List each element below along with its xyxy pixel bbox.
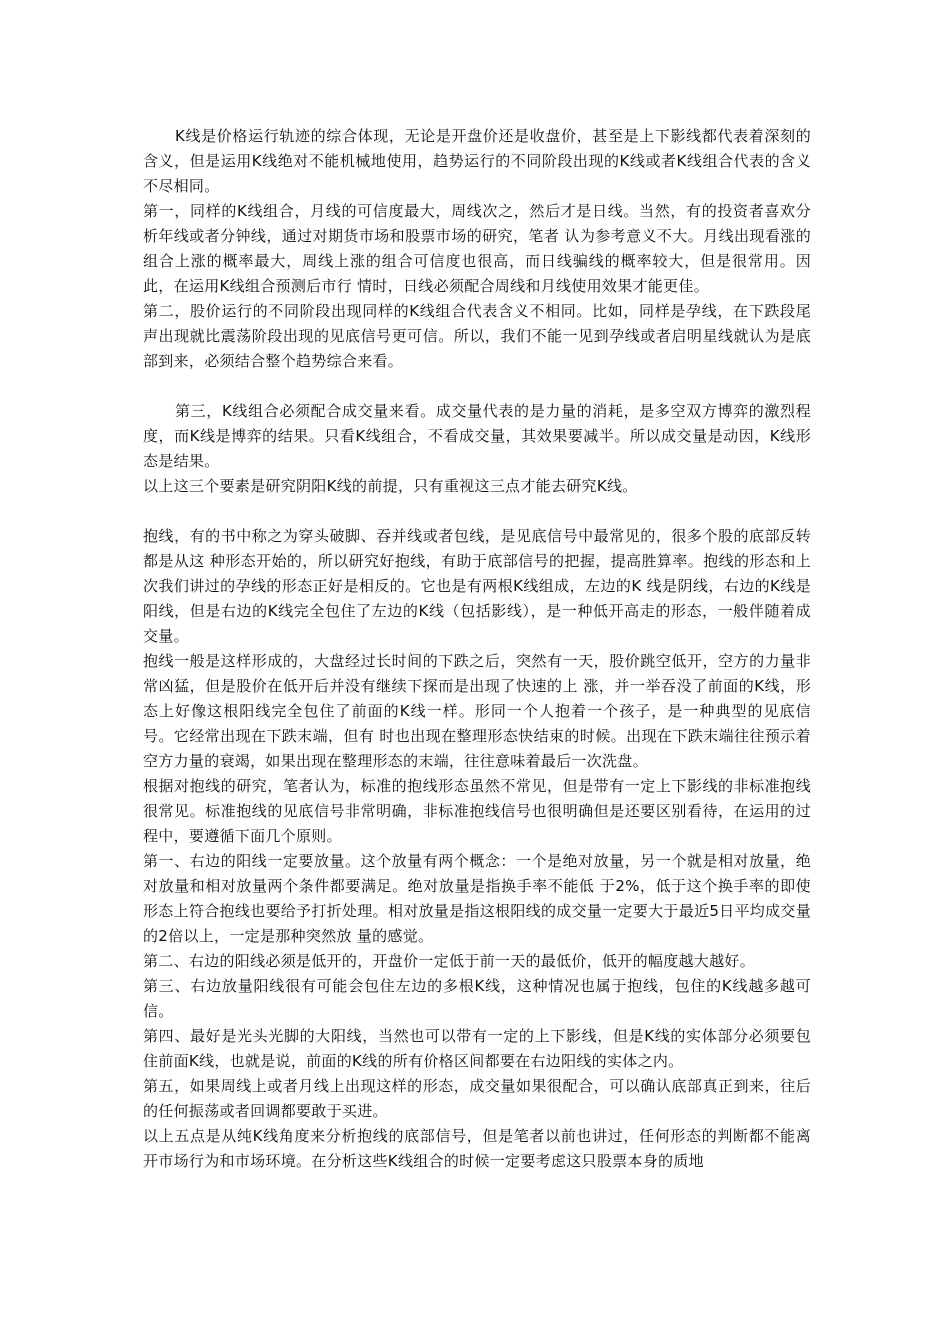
paragraph-engulfing-principles-intro: 根据对抱线的研究，笔者认为，标准的抱线形态虽然不常见，但是带有一定上下影线的非标准抱线很常见。标准抱线的见底信号非常明确，非标准抱线信号也很明确但是还要区别看待，在运用的过程中，要遵循下面几个原则。 <box>143 777 811 845</box>
paragraph-point-three: 第三，K线组合必须配合成交量来看。成交量代表的是力量的消耗，是多空双方博弈的激烈程度，而K线是博弈的结果。只看K线组合，不看成交量，其效果要减半。所以成交量是动因，K线形态是结果。 <box>143 402 811 470</box>
paragraph-engulfing-definition: 抱线，有的书中称之为穿头破脚、吞并线或者包线，是见底信号中最常见的，很多个股的底部反转都是从这 种形态开始的，所以研究好抱线，有助于底部信号的把握，提高胜算率。抱线的形态和上次我们讲过的孕线的形态正好是相反的。它也是有两根K线组成，左边的K 线是阴线，右边的K线是阳线，但是右边的K线完全包住了左边的K线（包括影线），是一种低开高走的形态，一般伴随着成交量。 <box>143 527 811 645</box>
paragraph-conclusion: 以上五点是从纯K线角度来分析抱线的底部信号，但是笔者以前也讲过，任何形态的判断都不能离开市场行为和市场环境。在分析这些K线组合的时候一定要考虑这只股票本身的质地 <box>143 1127 811 1170</box>
article-body <box>143 124 811 1174</box>
paragraph-principle-two: 第二、右边的阳线必须是低开的，开盘价一定低于前一天的最低价，低开的幅度越大越好。 <box>143 952 756 970</box>
paragraph-principle-one: 第一、右边的阳线一定要放量。这个放量有两个概念：一个是绝对放量，另一个就是相对放量，绝对放量和相对放量两个条件都要满足。绝对放量是指换手率不能低 于2%，低于这个换手率的即使形态上符合抱线也要给予打折处理。相对放量是指这根阳线的成交量一定要大于最近5日平均成交量的2倍以上，一定是那种突然放 量的感觉。 <box>143 852 811 945</box>
paragraph-summary: 以上这三个要素是研究阴阳K线的前提，只有重视这三点才能去研究K线。 <box>143 477 638 495</box>
paragraph-intro: K线是价格运行轨迹的综合体现，无论是开盘价还是收盘价，甚至是上下影线都代表着深刻的含义，但是运用K线绝对不能机械地使用，趋势运行的不同阶段出现的K线或者K线组合代表的含义不尽相同。 <box>143 127 811 195</box>
paragraph-principle-four: 第四、最好是光头光脚的大阳线，当然也可以带有一定的上下影线，但是K线的实体部分必须要包住前面K线，也就是说，前面的K线的所有价格区间都要在右边阳线的实体之内。 <box>143 1027 811 1070</box>
paragraph-principle-three: 第三、右边放量阳线很有可能会包住左边的多根K线，这种情况也属于抱线，包住的K线越多越可信。 <box>143 977 811 1020</box>
paragraph-engulfing-formation: 抱线一般是这样形成的，大盘经过长时间的下跌之后，突然有一天，股价跳空低开，空方的力量非常凶猛，但是股价在低开后并没有继续下探而是出现了快速的上 涨，并一举吞没了前面的K线，形态上好像这根阳线完全包住了前面的K线一样。形同一个人抱着一个孩子，是一种典型的见底信号。它经常出现在下跌末端，但有 时也出现在整理形态快结束的时候。出现在下跌末端往往预示着空方力量的衰竭，如果出现在整理形态的末端，往往意味着最后一次洗盘。 <box>143 652 811 770</box>
paragraph-point-two: 第二，股价运行的不同阶段出现同样的K线组合代表含义不相同。比如，同样是孕线，在下跌段尾声出现就比震荡阶段出现的见底信号更可信。所以，我们不能一见到孕线或者启明星线就认为是底部到来，必须结合整个趋势综合来看。 <box>143 302 811 370</box>
paragraph-principle-five: 第五，如果周线上或者月线上出现这样的形态，成交量如果很配合，可以确认底部真正到来，往后的任何振荡或者回调都要敢于买进。 <box>143 1077 811 1120</box>
paragraph-point-one: 第一，同样的K线组合，月线的可信度最大，周线次之，然后才是日线。当然，有的投资者喜欢分析年线或者分钟线，通过对期货市场和股票市场的研究，笔者 认为参考意义不大。月线出现看涨的组合上涨的概率最大，周线上涨的组合可信度也很高，而日线骗线的概率较大，但是很常用。因此，在运用K线组合预测后市行 情时，日线必须配合周线和月线使用效果才能更佳。 <box>143 202 811 295</box>
